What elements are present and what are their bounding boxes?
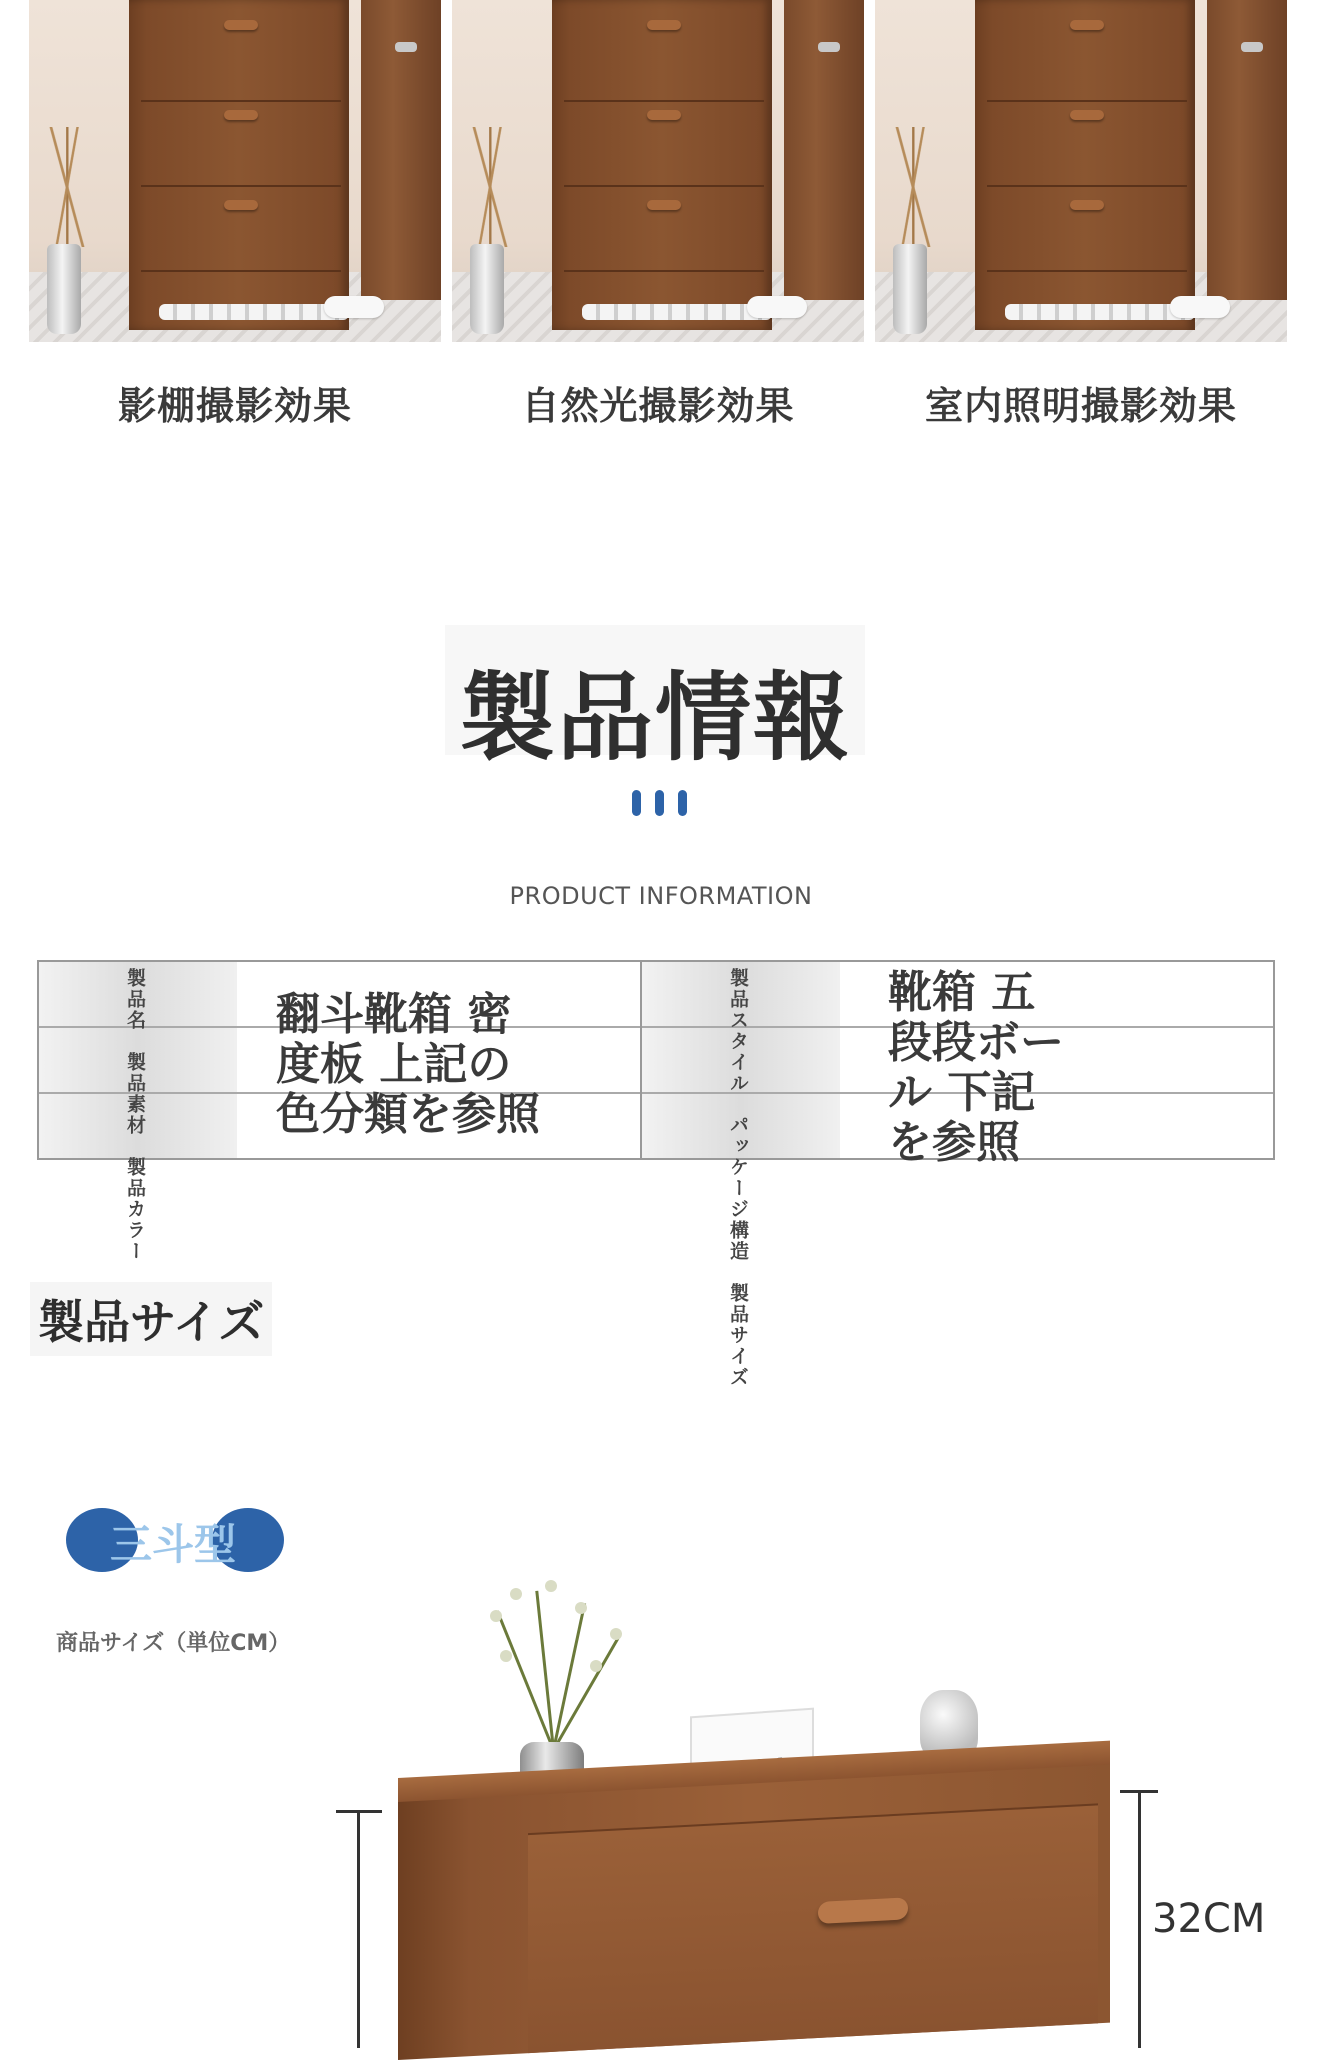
photo-studio [29,0,441,342]
table-right-labels: 製品スタイル パッケージ構造 製品サイズ [727,968,749,1388]
caption-studio: 影棚撮影効果 [117,384,352,428]
divider-bars [632,790,701,820]
table-left-value: 翻斗靴箱 密 度板 上記の 色分類を参照 [276,989,540,1140]
shoe-cabinet-image [129,0,349,330]
section-subtitle: PRODUCT INFORMATION [509,882,813,910]
photo-indoor-light [875,0,1287,342]
caption-natural-light: 自然光撮影効果 [521,384,795,428]
unit-note: 商品サイズ（単位CM） [56,1631,291,1656]
section-title: 製品情報 [459,662,851,774]
shoe-cabinet-image [975,0,1195,330]
height-dimension-label: 32CM [1152,1896,1266,1942]
dimension-line-right [1138,1790,1141,2048]
cabinet-handle [818,1897,908,1924]
shoe-cabinet-illustration [398,1763,1110,2060]
table-left-labels: 製品名 製品素材 製品カラー [124,968,146,1262]
plant-decoration [470,1580,640,1750]
product-size-title: 製品サイズ [30,1282,272,1356]
product-info-table [37,960,1275,1160]
dimension-line-left [357,1810,360,2048]
vase-decoration [47,244,81,334]
photo-natural-light [452,0,864,342]
shoe-cabinet-image [552,0,772,330]
table-right-value: 靴箱 五 段段ボー ル 下記 を参照 [888,967,1064,1168]
twigs-decoration [37,127,97,247]
type-label: 三斗型 [110,1520,237,1569]
caption-indoor-light: 室内照明撮影効果 [924,384,1237,428]
